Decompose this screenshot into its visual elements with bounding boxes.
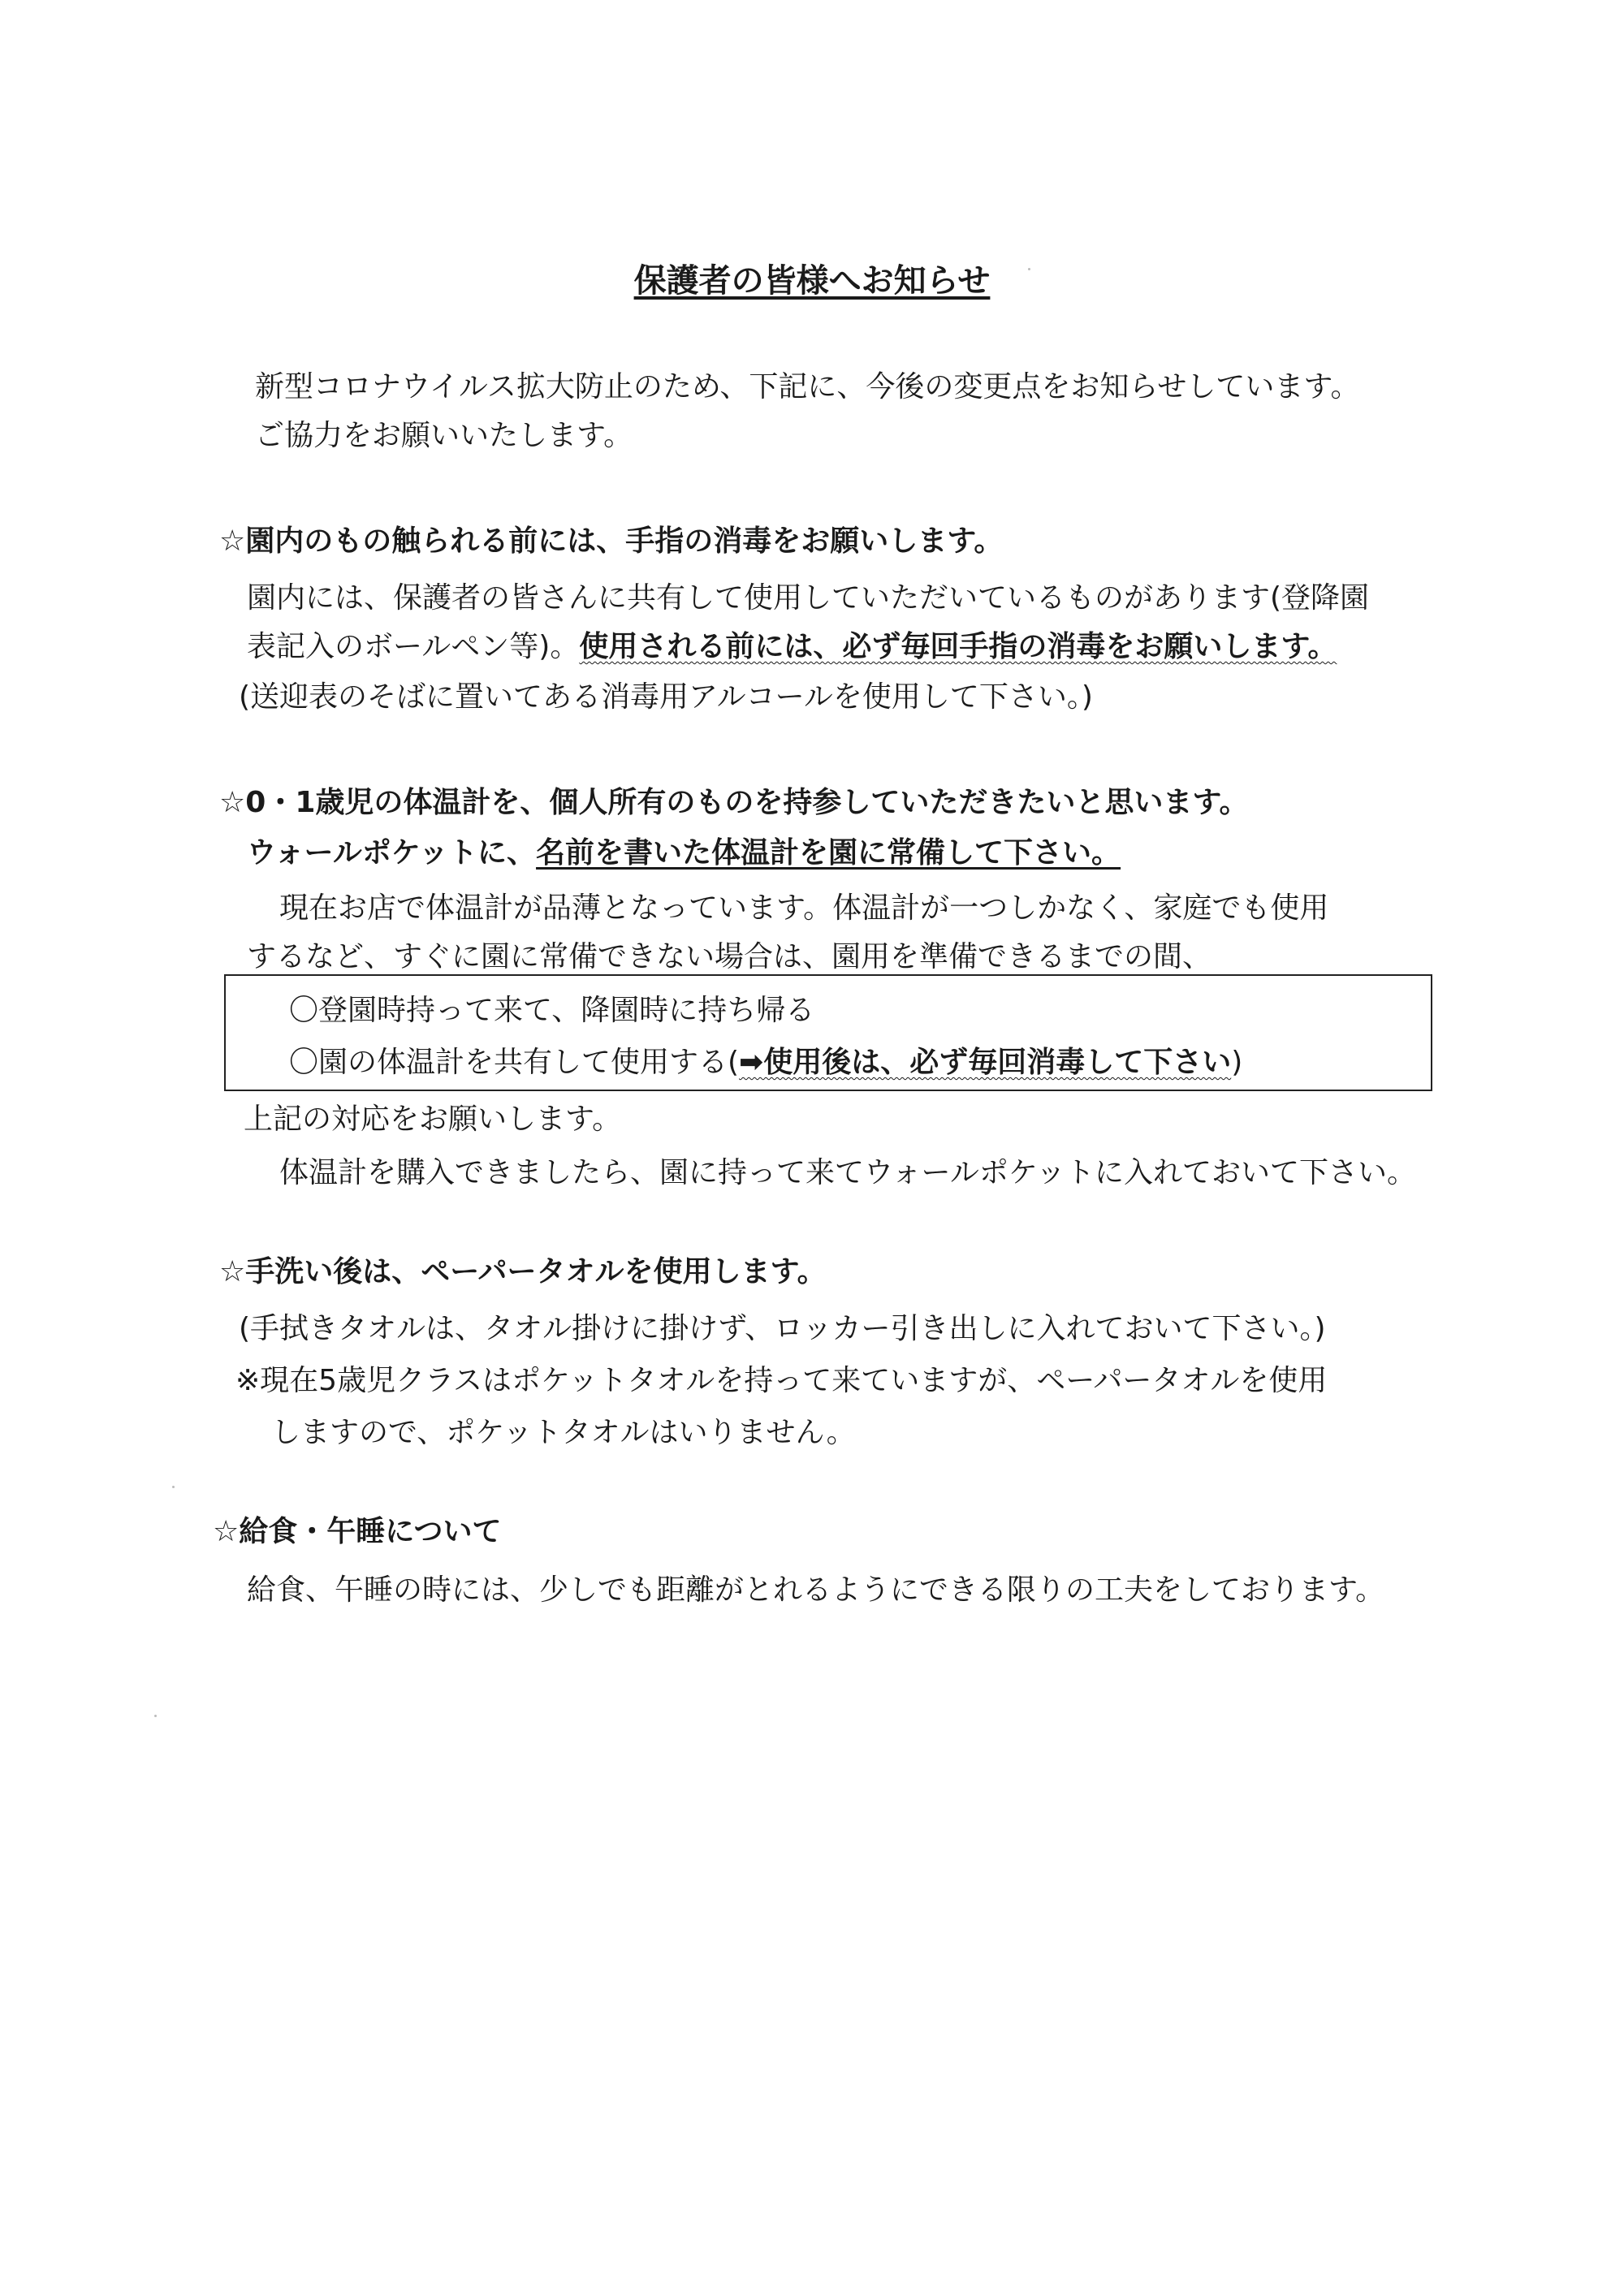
section2-subheading [247, 833, 1121, 874]
section1-line-2-plain: 表記入のボールペン等)。 [247, 630, 580, 663]
section1-line-3: (送迎表のそばに置いてある消毒用アルコールを使用して下さい。) [239, 680, 1093, 714]
section1-line-1: 園内には、保護者の皆さんに共有して使用していただいているものがあります(登降園 [247, 581, 1370, 615]
section1-line-2-emphasis: 使用される前には、必ず毎回手指の消毒をお願いします。 [579, 630, 1337, 663]
intro-line-1: 新型コロナウイルス拡大防止のため、下記に、今後の変更点をお知らせしています。 [255, 370, 1360, 404]
section1-line-2 [247, 627, 1337, 667]
section4-line-1: 給食、午睡の時には、少しでも距離がとれるようにできる限りの工夫をしております。 [247, 1573, 1385, 1607]
option-2-close: ) [1231, 1046, 1243, 1079]
section2-line-3: 上記の対応をお願いします。 [244, 1103, 622, 1136]
section3-line-3: しますので、ポケットタオルはいりません。 [271, 1416, 856, 1449]
option-1: 〇登園時持って来て、降園時に持ち帰る [289, 994, 815, 1027]
section3-line-2: ※現在5歳児クラスはポケットタオルを持って来ていますが、ペーパータオルを使用 [235, 1364, 1328, 1397]
intro-line-2: ご協力をお願いいたします。 [255, 419, 633, 452]
scan-speck [172, 1486, 175, 1488]
section4-heading: ☆給食・午睡について [213, 1515, 502, 1548]
section2-subheading-part-1: ウォールポケットに、 [247, 836, 537, 870]
notice-title: 保護者の皆様へお知らせ [633, 262, 991, 300]
section3-line-1: (手拭きタオルは、タオル掛けに掛けず、ロッカー引き出しに入れておいて下さい。) [239, 1312, 1326, 1345]
section2-line-1: 現在お店で体温計が品薄となっています。体温計が一つしかなく、家庭でも使用 [279, 891, 1329, 925]
section2-line-2: するなど、すぐに園に常備できない場合は、園用を準備できるまでの間、 [247, 940, 1212, 973]
option-2-plain: 〇園の体温計を共有して使用する( [289, 1046, 740, 1079]
section1-heading: ☆園内のもの触られる前には、手指の消毒をお願いします。 [219, 524, 1004, 558]
section2-line-4: 体温計を購入できましたら、園に持って来てウォールポケットに入れておいて下さい。 [279, 1156, 1417, 1189]
scan-speck [154, 1715, 157, 1717]
section2-heading: ☆0・1歳児の体温計を、個人所有のものを持参していただきたいと思います。 [219, 786, 1249, 819]
option-2-emphasis: ➡使用後は、必ず毎回消毒して下さい [739, 1046, 1232, 1079]
section2-subheading-part-2: 名前を書いた体温計を園に常備して下さい。 [536, 836, 1121, 870]
scan-speck [1028, 268, 1030, 270]
section3-heading: ☆手洗い後は、ペーパータオルを使用します。 [219, 1255, 827, 1288]
option-2 [289, 1042, 1242, 1083]
